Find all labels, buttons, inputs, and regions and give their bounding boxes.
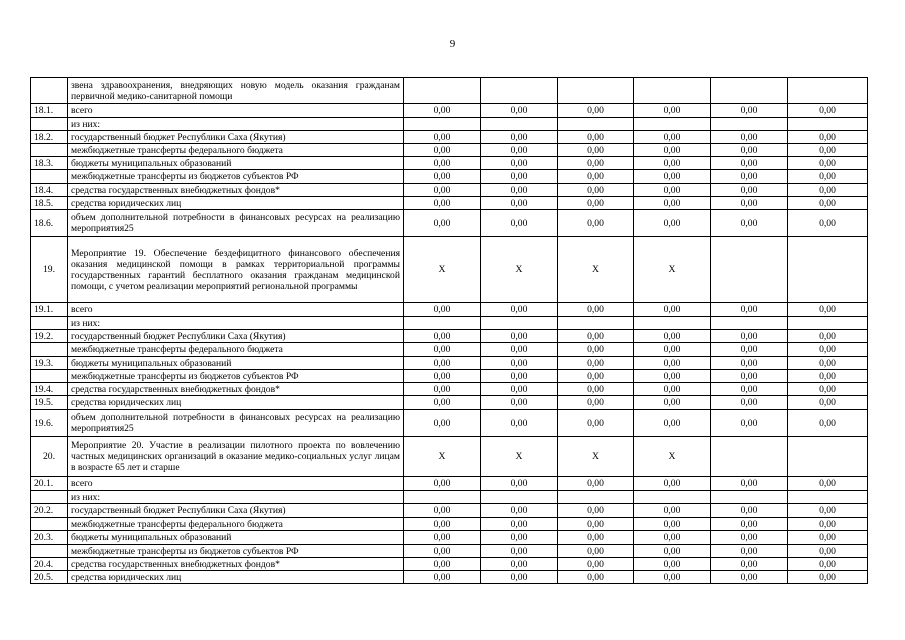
row-number: [31, 545, 68, 558]
row-description: межбюджетные трансферты из бюджетов субъектов РФ: [68, 170, 404, 184]
row-number: 20.5.: [31, 571, 68, 584]
value-cell: 0,00: [404, 571, 481, 584]
value-cell: 0,00: [558, 170, 634, 184]
value-cell: 0,00: [711, 571, 788, 584]
row-description: из них:: [68, 317, 404, 330]
value-cell: 0,00: [711, 410, 788, 437]
value-cell: 0,00: [711, 477, 788, 491]
value-cell: 0,00: [634, 571, 711, 584]
value-cell: 0,00: [558, 571, 634, 584]
value-cell: [788, 491, 868, 504]
value-cell: 0,00: [404, 477, 481, 491]
value-cell: 0,00: [481, 370, 558, 383]
row-number: 18.5.: [31, 197, 68, 210]
table-row: [31, 396, 868, 410]
table-row: [31, 78, 868, 104]
row-description: бюджеты муниципальных образований: [68, 531, 404, 545]
value-cell: 0,00: [711, 184, 788, 197]
value-cell: 0,00: [711, 157, 788, 170]
value-cell: 0,00: [634, 545, 711, 558]
value-cell: 0,00: [634, 531, 711, 545]
value-cell: 0,00: [404, 197, 481, 210]
value-cell: 0,00: [788, 210, 868, 237]
value-cell: 0,00: [481, 531, 558, 545]
value-cell: 0,00: [634, 518, 711, 531]
value-cell: [481, 317, 558, 330]
row-number: 18.6.: [31, 210, 68, 237]
value-cell: 0,00: [788, 531, 868, 545]
value-cell: 0,00: [788, 131, 868, 144]
value-cell: 0,00: [788, 370, 868, 383]
value-cell: 0,00: [634, 170, 711, 184]
value-cell: 0,00: [634, 370, 711, 383]
value-cell: 0,00: [788, 197, 868, 210]
row-description: межбюджетные трансферты федерального бюджета: [68, 343, 404, 357]
value-cell: 0,00: [711, 518, 788, 531]
row-number: [31, 78, 68, 104]
value-cell: 0,00: [711, 343, 788, 357]
value-cell: 0,00: [634, 184, 711, 197]
value-cell: [711, 78, 788, 104]
row-description: государственный бюджет Республики Саха (Якутия): [68, 504, 404, 518]
table-row: [31, 343, 868, 357]
row-description: бюджеты муниципальных образований: [68, 357, 404, 370]
value-cell: [711, 437, 788, 477]
value-cell: [711, 317, 788, 330]
value-cell: 0,00: [711, 383, 788, 396]
value-cell: 0,00: [404, 410, 481, 437]
table-row: [31, 518, 868, 531]
value-cell: X: [404, 237, 481, 303]
value-cell: 0,00: [558, 410, 634, 437]
value-cell: 0,00: [634, 210, 711, 237]
table-row: [31, 210, 868, 237]
value-cell: 0,00: [481, 303, 558, 317]
value-cell: 0,00: [558, 104, 634, 118]
value-cell: 0,00: [634, 357, 711, 370]
row-description: межбюджетные трансферты из бюджетов субъектов РФ: [68, 370, 404, 383]
row-number: [31, 144, 68, 157]
value-cell: 0,00: [711, 504, 788, 518]
value-cell: [404, 491, 481, 504]
table-row: [31, 545, 868, 558]
value-cell: 0,00: [404, 330, 481, 343]
value-cell: 0,00: [404, 210, 481, 237]
table-row: [31, 558, 868, 571]
value-cell: 0,00: [634, 157, 711, 170]
row-number: [31, 518, 68, 531]
value-cell: [404, 317, 481, 330]
value-cell: 0,00: [558, 343, 634, 357]
row-description: всего: [68, 104, 404, 118]
value-cell: 0,00: [481, 330, 558, 343]
table-row: [31, 197, 868, 210]
table-row: [31, 504, 868, 518]
value-cell: 0,00: [481, 343, 558, 357]
row-description: из них:: [68, 491, 404, 504]
value-cell: 0,00: [711, 531, 788, 545]
table-row: [31, 131, 868, 144]
value-cell: 0,00: [558, 383, 634, 396]
value-cell: 0,00: [634, 144, 711, 157]
value-cell: 0,00: [711, 558, 788, 571]
value-cell: X: [558, 437, 634, 477]
value-cell: [788, 317, 868, 330]
value-cell: 0,00: [634, 558, 711, 571]
value-cell: 0,00: [558, 357, 634, 370]
value-cell: X: [634, 237, 711, 303]
value-cell: 0,00: [481, 545, 558, 558]
row-description: государственный бюджет Республики Саха (Якутия): [68, 330, 404, 343]
budget-table: [30, 77, 868, 584]
value-cell: 0,00: [404, 104, 481, 118]
value-cell: [558, 118, 634, 131]
value-cell: [788, 78, 868, 104]
row-number: [31, 317, 68, 330]
row-number: 20.1.: [31, 477, 68, 491]
value-cell: 0,00: [788, 170, 868, 184]
value-cell: 0,00: [634, 131, 711, 144]
table-row: [31, 410, 868, 437]
value-cell: 0,00: [481, 104, 558, 118]
table-row: [31, 357, 868, 370]
value-cell: 0,00: [481, 144, 558, 157]
value-cell: [481, 78, 558, 104]
value-cell: [634, 118, 711, 131]
value-cell: 0,00: [634, 410, 711, 437]
table-row: [31, 104, 868, 118]
value-cell: 0,00: [481, 410, 558, 437]
value-cell: 0,00: [558, 131, 634, 144]
value-cell: [788, 118, 868, 131]
value-cell: 0,00: [404, 383, 481, 396]
table-row: [31, 531, 868, 545]
value-cell: [558, 317, 634, 330]
value-cell: 0,00: [404, 184, 481, 197]
table-row: [31, 317, 868, 330]
value-cell: 0,00: [481, 357, 558, 370]
row-number: 20.: [31, 437, 68, 477]
value-cell: 0,00: [481, 558, 558, 571]
value-cell: 0,00: [481, 396, 558, 410]
row-number: 19.5.: [31, 396, 68, 410]
row-number: [31, 370, 68, 383]
value-cell: 0,00: [558, 504, 634, 518]
value-cell: 0,00: [634, 504, 711, 518]
value-cell: [634, 78, 711, 104]
row-description: всего: [68, 303, 404, 317]
row-number: 20.4.: [31, 558, 68, 571]
value-cell: [404, 118, 481, 131]
row-description: Мероприятие 20. Участие в реализации пилотного проекта по вовлечению частных медицинских организаций в оказание медико-социальных услуг лицам в возрасте 65 лет и старше: [68, 437, 404, 477]
value-cell: 0,00: [788, 504, 868, 518]
value-cell: 0,00: [481, 210, 558, 237]
value-cell: 0,00: [788, 157, 868, 170]
value-cell: 0,00: [404, 157, 481, 170]
value-cell: 0,00: [481, 157, 558, 170]
row-description: средства юридических лиц: [68, 197, 404, 210]
value-cell: 0,00: [558, 477, 634, 491]
value-cell: [711, 491, 788, 504]
value-cell: 0,00: [788, 518, 868, 531]
row-description: средства государственных внебюджетных фондов*: [68, 184, 404, 197]
value-cell: 0,00: [404, 357, 481, 370]
value-cell: [558, 78, 634, 104]
value-cell: 0,00: [711, 396, 788, 410]
value-cell: 0,00: [634, 396, 711, 410]
value-cell: 0,00: [558, 303, 634, 317]
row-number: [31, 491, 68, 504]
value-cell: [481, 118, 558, 131]
value-cell: 0,00: [788, 343, 868, 357]
row-description: межбюджетные трансферты федерального бюджета: [68, 144, 404, 157]
value-cell: [634, 317, 711, 330]
value-cell: 0,00: [711, 330, 788, 343]
row-description: средства юридических лиц: [68, 396, 404, 410]
value-cell: 0,00: [404, 545, 481, 558]
table-row: [31, 157, 868, 170]
value-cell: 0,00: [711, 197, 788, 210]
row-number: 19.: [31, 237, 68, 303]
table-row: [31, 491, 868, 504]
value-cell: 0,00: [788, 383, 868, 396]
row-description: межбюджетные трансферты федерального бюджета: [68, 518, 404, 531]
value-cell: 0,00: [404, 131, 481, 144]
value-cell: 0,00: [404, 518, 481, 531]
value-cell: 0,00: [558, 184, 634, 197]
value-cell: 0,00: [558, 545, 634, 558]
row-description: средства государственных внебюджетных фондов*: [68, 558, 404, 571]
value-cell: 0,00: [481, 197, 558, 210]
value-cell: 0,00: [481, 504, 558, 518]
value-cell: [788, 237, 868, 303]
value-cell: 0,00: [558, 157, 634, 170]
value-cell: 0,00: [634, 303, 711, 317]
value-cell: 0,00: [404, 531, 481, 545]
table-row: [31, 370, 868, 383]
row-number: 20.3.: [31, 531, 68, 545]
value-cell: [404, 78, 481, 104]
row-description: средства государственных внебюджетных фондов*: [68, 383, 404, 396]
table-row: [31, 477, 868, 491]
value-cell: 0,00: [404, 504, 481, 518]
value-cell: X: [404, 437, 481, 477]
value-cell: 0,00: [711, 170, 788, 184]
table-row: [31, 437, 868, 477]
row-description: бюджеты муниципальных образований: [68, 157, 404, 170]
value-cell: 0,00: [788, 357, 868, 370]
value-cell: 0,00: [711, 104, 788, 118]
table-row: [31, 303, 868, 317]
table-body: [31, 78, 868, 584]
value-cell: 0,00: [634, 330, 711, 343]
value-cell: 0,00: [404, 370, 481, 383]
value-cell: 0,00: [788, 144, 868, 157]
row-description: объем дополнительной потребности в финансовых ресурсах на реализацию мероприятия25: [68, 410, 404, 437]
value-cell: [711, 118, 788, 131]
value-cell: 0,00: [404, 170, 481, 184]
value-cell: X: [481, 237, 558, 303]
row-number: 19.6.: [31, 410, 68, 437]
value-cell: 0,00: [634, 477, 711, 491]
value-cell: 0,00: [788, 104, 868, 118]
value-cell: 0,00: [788, 477, 868, 491]
row-description: из них:: [68, 118, 404, 131]
value-cell: 0,00: [788, 558, 868, 571]
value-cell: 0,00: [481, 184, 558, 197]
value-cell: 0,00: [404, 396, 481, 410]
row-number: 19.4.: [31, 383, 68, 396]
value-cell: 0,00: [788, 545, 868, 558]
row-description: Мероприятие 19. Обеспечение бездефицитного финансового обеспечения оказания медицинской помощи в рамках территориальной программы государственных гарантий бесплатного оказания гражданам медицинской помощи, с учетом реализации мероприятий региональной программы: [68, 237, 404, 303]
value-cell: [558, 491, 634, 504]
value-cell: [634, 491, 711, 504]
row-number: [31, 118, 68, 131]
value-cell: 0,00: [481, 131, 558, 144]
value-cell: 0,00: [558, 370, 634, 383]
value-cell: 0,00: [404, 303, 481, 317]
row-number: 18.4.: [31, 184, 68, 197]
table-row: [31, 237, 868, 303]
table-row: [31, 383, 868, 396]
value-cell: 0,00: [481, 170, 558, 184]
row-description: средства юридических лиц: [68, 571, 404, 584]
value-cell: 0,00: [711, 357, 788, 370]
value-cell: 0,00: [634, 343, 711, 357]
table-row: [31, 184, 868, 197]
row-description: всего: [68, 477, 404, 491]
table-row: [31, 144, 868, 157]
value-cell: 0,00: [558, 518, 634, 531]
row-number: 20.2.: [31, 504, 68, 518]
row-number: 18.3.: [31, 157, 68, 170]
value-cell: 0,00: [558, 531, 634, 545]
value-cell: 0,00: [558, 330, 634, 343]
value-cell: 0,00: [711, 144, 788, 157]
value-cell: [711, 237, 788, 303]
value-cell: 0,00: [404, 343, 481, 357]
value-cell: 0,00: [404, 558, 481, 571]
table-row: [31, 571, 868, 584]
value-cell: 0,00: [711, 210, 788, 237]
value-cell: X: [558, 237, 634, 303]
value-cell: 0,00: [788, 571, 868, 584]
value-cell: 0,00: [634, 197, 711, 210]
value-cell: 0,00: [481, 571, 558, 584]
value-cell: 0,00: [711, 303, 788, 317]
value-cell: 0,00: [711, 131, 788, 144]
value-cell: X: [634, 437, 711, 477]
value-cell: 0,00: [481, 518, 558, 531]
value-cell: 0,00: [404, 144, 481, 157]
value-cell: 0,00: [788, 184, 868, 197]
table-row: [31, 118, 868, 131]
row-description: звена здравоохранения, внедряющих новую модель оказания гражданам первичной медико-санитарной помощи: [68, 78, 404, 104]
value-cell: 0,00: [634, 104, 711, 118]
row-number: [31, 170, 68, 184]
table-row: [31, 170, 868, 184]
value-cell: 0,00: [634, 383, 711, 396]
value-cell: 0,00: [481, 383, 558, 396]
value-cell: 0,00: [788, 330, 868, 343]
value-cell: 0,00: [558, 558, 634, 571]
row-number: 19.3.: [31, 357, 68, 370]
row-description: государственный бюджет Республики Саха (Якутия): [68, 131, 404, 144]
value-cell: 0,00: [788, 303, 868, 317]
value-cell: 0,00: [558, 396, 634, 410]
value-cell: [788, 437, 868, 477]
value-cell: 0,00: [788, 396, 868, 410]
page-number: 9: [449, 38, 456, 50]
row-number: 19.2.: [31, 330, 68, 343]
row-number: 18.1.: [31, 104, 68, 118]
value-cell: 0,00: [788, 410, 868, 437]
value-cell: 0,00: [558, 144, 634, 157]
value-cell: 0,00: [711, 545, 788, 558]
value-cell: [481, 491, 558, 504]
row-description: объем дополнительной потребности в финансовых ресурсах на реализацию мероприятия25: [68, 210, 404, 237]
value-cell: 0,00: [558, 197, 634, 210]
value-cell: 0,00: [711, 370, 788, 383]
value-cell: 0,00: [481, 477, 558, 491]
row-description: межбюджетные трансферты из бюджетов субъектов РФ: [68, 545, 404, 558]
value-cell: 0,00: [558, 210, 634, 237]
row-number: 19.1.: [31, 303, 68, 317]
row-number: 18.2.: [31, 131, 68, 144]
table-row: [31, 330, 868, 343]
value-cell: X: [481, 437, 558, 477]
row-number: [31, 343, 68, 357]
